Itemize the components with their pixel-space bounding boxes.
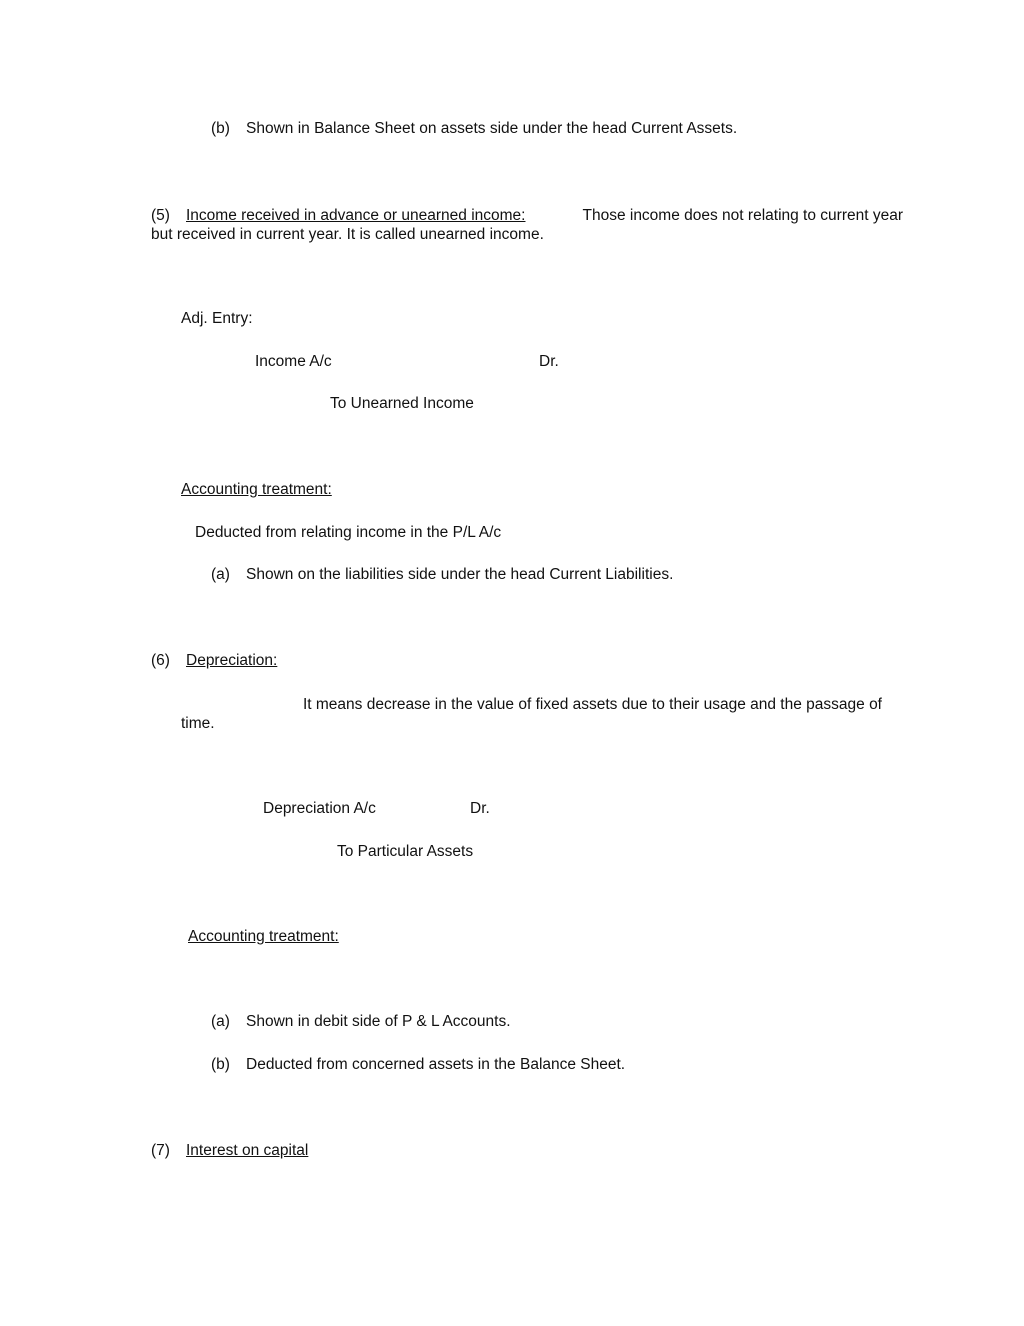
adj-entry-label: Adj. Entry: [181,310,253,327]
list-text: Shown in debit side of P & L Accounts. [246,1013,511,1030]
list-item [211,565,673,584]
journal-debit-account: Income A/c [255,353,332,370]
journal-dr: Dr. [539,353,559,370]
journal-debit-account: Depreciation A/c [263,800,376,817]
list-marker: (b) [211,1056,230,1073]
treatment-heading: Accounting treatment: [181,481,332,498]
treatment-line: Deducted from relating income in the P/L A/c [195,524,502,541]
section-7-heading-line [151,1141,308,1160]
section-number: (6) [151,652,170,669]
section-number: (5) [151,207,170,224]
section-heading: Interest on capital [186,1142,309,1159]
section-body-line2: but received in current year. It is called unearned income. [151,226,544,243]
section-body-line1-text: It means decrease in the value of fixed assets due to their usage and the passage of [302,696,882,713]
section-number: (7) [151,1142,170,1159]
section-body-line2: time. [181,715,215,732]
list-text: Shown in Balance Sheet on assets side under the head Current Assets. [246,120,738,137]
list-text: Shown on the liabilities side under the head Current Liabilities. [246,566,674,583]
journal-dr: Dr. [470,800,490,817]
journal-credit-account: To Unearned Income [330,395,474,412]
treatment-heading: Accounting treatment: [188,928,339,945]
section-heading: Depreciation: [186,652,278,669]
section-5-first-line [151,206,903,225]
list-item [211,1012,511,1031]
list-item [211,1055,625,1074]
journal-credit-account: To Particular Assets [337,843,474,860]
list-marker: (b) [211,120,230,137]
list-text: Deducted from concerned assets in the Balance Sheet. [246,1056,626,1073]
list-marker: (a) [211,566,230,583]
section-body-line1: Those income does not relating to current year [582,207,903,224]
list-item [211,119,737,138]
section-6-heading-line [151,651,277,670]
list-marker: (a) [211,1013,230,1030]
section-heading: Income received in advance or unearned income: [186,207,526,224]
